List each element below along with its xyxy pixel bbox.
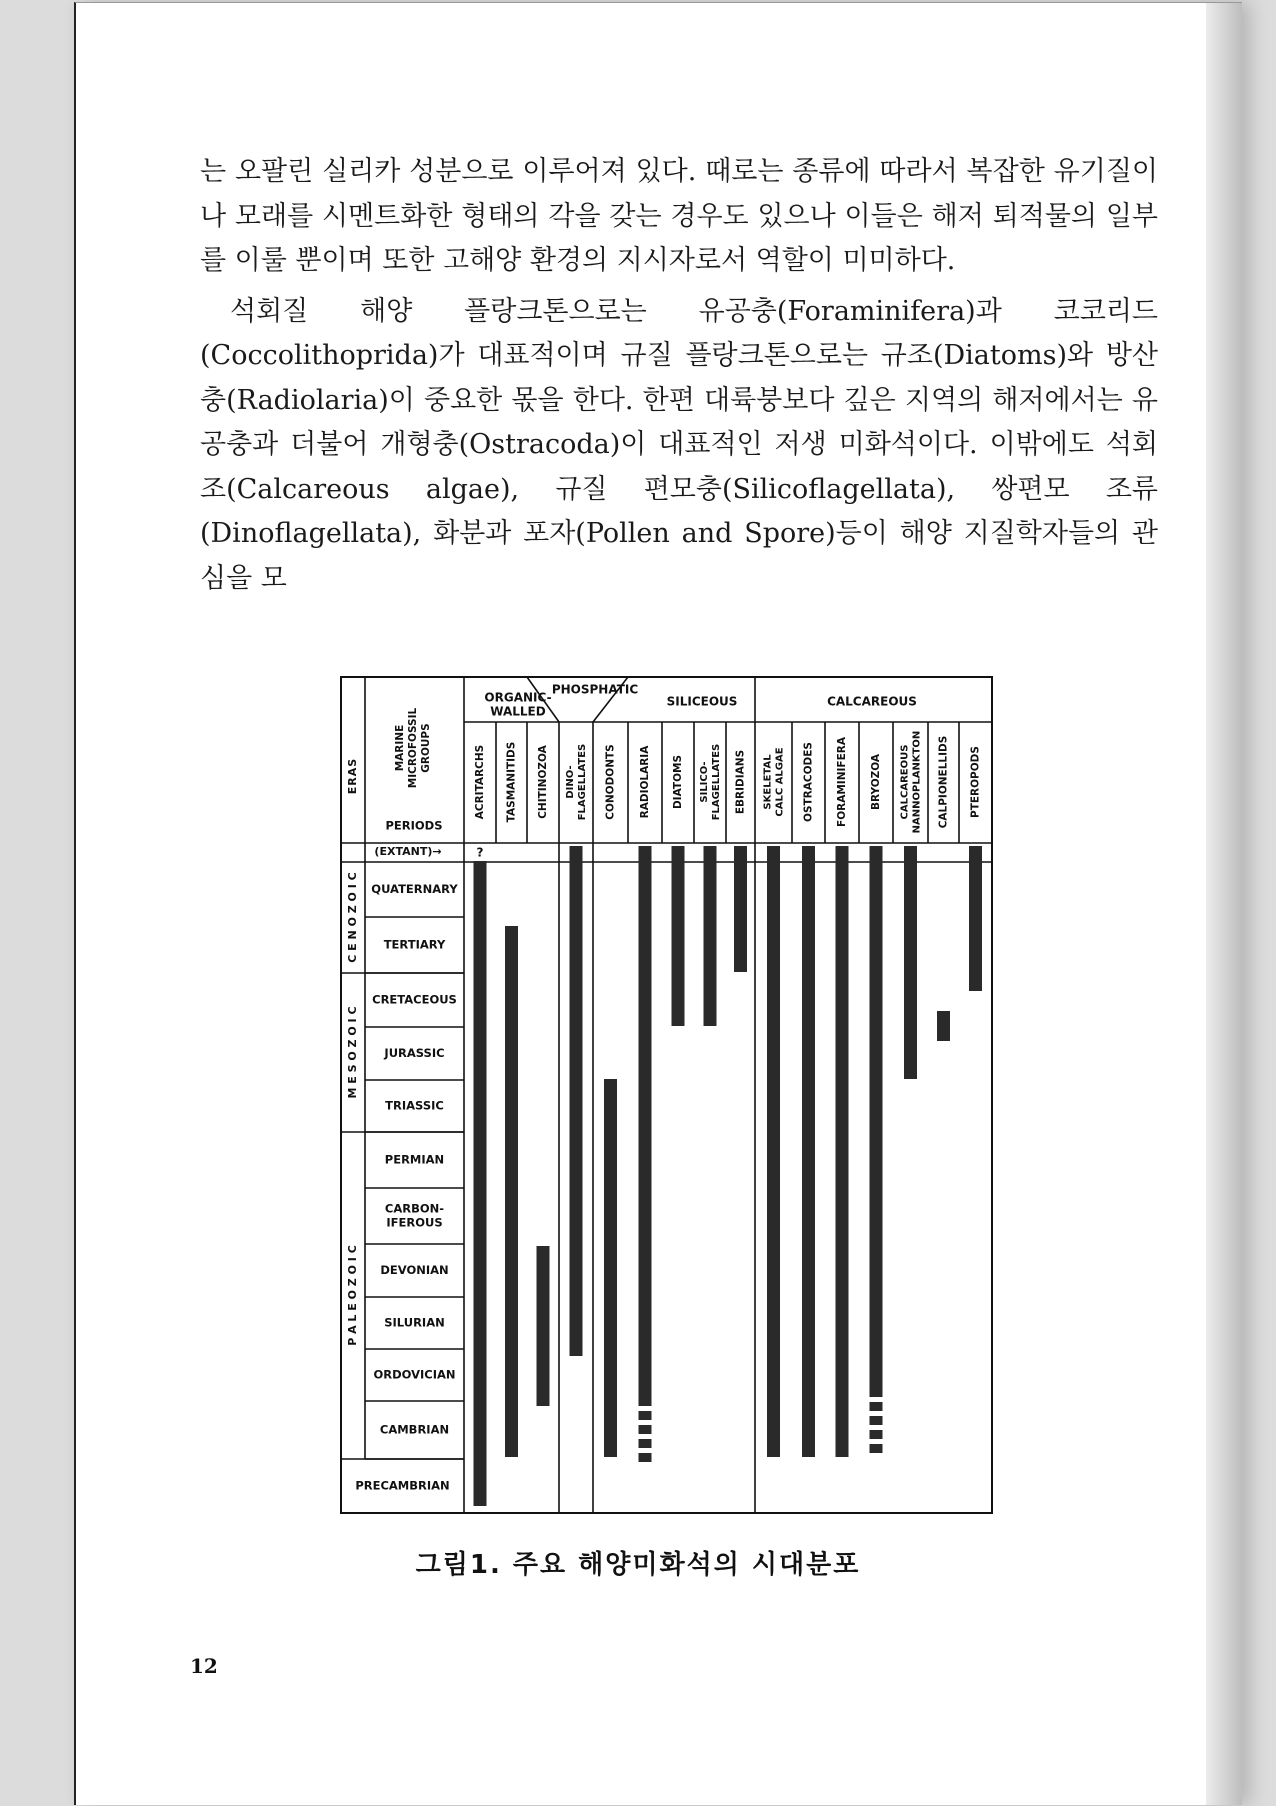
- range-bar: [639, 846, 652, 1406]
- range-bar-dash: [870, 1430, 883, 1439]
- period-label: IFEROUS: [386, 1215, 443, 1230]
- range-bar: [537, 1246, 550, 1406]
- question-mark: ?: [476, 845, 484, 860]
- range-bar: [734, 846, 747, 972]
- period-label: CRETACEOUS: [372, 992, 457, 1007]
- groups-header: GROUPS: [420, 723, 432, 773]
- group-label: RADIOLARIA: [639, 745, 651, 819]
- range-bar: [604, 1079, 617, 1457]
- range-bar: [570, 846, 583, 1356]
- period-label: DEVONIAN: [380, 1263, 449, 1277]
- period-label: TERTIARY: [383, 937, 446, 952]
- group-label: CALC ALGAE: [774, 747, 786, 817]
- paragraph-1: 는 오팔린 실리카 성분으로 이루어져 있다. 때로는 종류에 따라서 복잡한 유기질이나 모래를 시멘트화한 형태의 각을 갖는 경우도 있으나 이들은 해저 퇴적물의 일부를 이룰 뿐이며 또한 고해양 환경의 지시자로서 역할이 미미하다.: [200, 156, 1158, 276]
- range-bar: [937, 1011, 950, 1041]
- period-label: JURASSIC: [384, 1046, 445, 1060]
- category-label: WALLED: [490, 704, 546, 719]
- era-label: M E S O Z O I C: [346, 1006, 359, 1099]
- group-label: FLAGELLATES: [711, 743, 722, 821]
- range-bar: [672, 846, 685, 1026]
- range-bar-dash: [639, 1439, 652, 1448]
- category-label: ORGANIC-: [484, 690, 552, 705]
- period-label: SILURIAN: [384, 1315, 445, 1330]
- group-label: CALPIONELLIDS: [937, 735, 950, 829]
- group-label: TASMANITIDS: [505, 741, 518, 823]
- page-edge-shadow: [1206, 3, 1242, 1805]
- body-text: [200, 150, 1158, 601]
- groups-header: MARINE: [394, 724, 406, 772]
- group-label: EBRIDIANS: [734, 749, 747, 815]
- period-label: CARBON-: [384, 1201, 445, 1216]
- range-bar-dash: [870, 1416, 883, 1425]
- page-number: 12: [190, 1654, 218, 1678]
- range-bar: [767, 846, 780, 1457]
- era-label: P A L E O Z O I C: [346, 1245, 359, 1346]
- period-label: PRECAMBRIAN: [355, 1478, 450, 1493]
- range-bar: [969, 846, 982, 991]
- group-label: FORAMINIFERA: [836, 737, 848, 827]
- microfossil-range-chart: [340, 676, 995, 1516]
- period-label: TRIASSIC: [385, 1098, 444, 1113]
- eras-header: ERAS: [346, 757, 359, 795]
- extant-label: (EXTANT)→: [374, 845, 442, 858]
- range-bar-dash: [639, 1425, 652, 1434]
- range-bar-dash: [639, 1411, 652, 1420]
- category-label: PHOSPHATIC: [551, 682, 639, 697]
- range-bar: [704, 846, 717, 1026]
- periods-header: PERIODS: [385, 818, 443, 833]
- period-label: QUATERNARY: [371, 882, 458, 896]
- group-label: ACRITARCHS: [474, 744, 486, 820]
- period-label: CAMBRIAN: [379, 1422, 450, 1437]
- group-label: OSTRACODES: [802, 742, 815, 822]
- group-label: NANNOPLANKTON: [911, 730, 923, 834]
- group-label: SILICO-: [699, 761, 710, 803]
- groups-header: MICROFOSSIL: [407, 707, 419, 789]
- range-bar-dash: [639, 1453, 652, 1462]
- group-label: SKELETAL: [762, 754, 774, 810]
- chart-frame: [341, 677, 992, 1513]
- group-label: FLAGELLATES: [577, 743, 588, 821]
- era-label: C E N O Z O I C: [346, 872, 359, 963]
- group-label: DIATOMS: [672, 754, 684, 810]
- range-bar: [802, 846, 815, 1457]
- range-bar-dash: [870, 1444, 883, 1453]
- paragraph-2: 석회질 해양 플랑크톤으로는 유공충(Foraminifera)과 코코리드(Coccolithoprida)가 대표적이며 규질 플랑크톤으로는 규조(Diatoms)와 방산충(Radiolaria)이 중요한 몫을 한다. 한편 대륙붕보다 깊은 지역의 해저에서는 유공충과 더불어 개형충(Ostracoda)이 대표적인 저생 미화석이다. 이밖에도 석회조(Calcareous algae), 규질 편모충(Silicoflagellata), 쌍편모 조류(Dinoflagellata), 화분과 포자(Pollen and Spore)등이 해양 지질학자들의 관심을 모: [200, 295, 1158, 594]
- group-label: CONODONTS: [604, 744, 617, 820]
- group-label: CALCAREOUS: [899, 744, 911, 820]
- range-bar: [474, 861, 487, 1506]
- group-label: DINO-: [565, 765, 576, 799]
- period-label: PERMIAN: [384, 1152, 445, 1167]
- range-bar: [870, 846, 883, 1397]
- range-bar-dash: [870, 1402, 883, 1411]
- figure-caption: 그림1. 주요 해양미화석의 시대분포: [415, 1550, 861, 1580]
- category-label: SILICEOUS: [666, 694, 738, 709]
- group-label: CHITINOZOA: [537, 745, 549, 819]
- period-label: ORDOVICIAN: [373, 1367, 456, 1382]
- range-bar: [836, 846, 849, 1457]
- range-bar: [505, 926, 518, 1457]
- group-label: BRYOZOA: [870, 753, 882, 811]
- category-label: CALCAREOUS: [827, 694, 917, 709]
- group-label: PTEROPODS: [969, 746, 982, 818]
- range-bar: [904, 846, 917, 1079]
